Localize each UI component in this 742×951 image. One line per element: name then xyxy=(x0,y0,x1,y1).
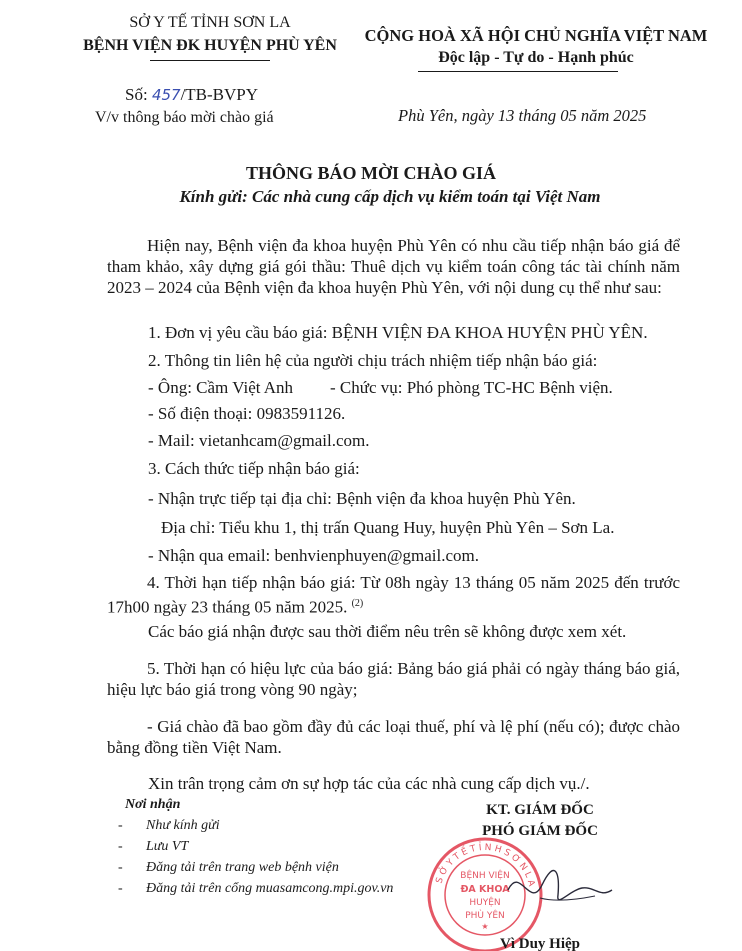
recipient-item: - Lưu VT xyxy=(118,839,189,854)
item-3: 3. Cách thức tiếp nhận báo giá: xyxy=(148,459,360,478)
email-delivery: - Nhận qua email: benhvienphuyen@gmail.com. xyxy=(148,546,480,565)
item-1: 1. Đơn vị yêu cầu báo giá: BỆNH VIỆN ĐA KHOA HUYỆN PHÙ YÊN. xyxy=(148,323,648,342)
agency-name: SỞ Y TẾ TỈNH SƠN LA xyxy=(129,14,291,31)
recipient-item: - Như kính gửi xyxy=(118,818,220,833)
signature-title-2: PHÓ GIÁM ĐỐC xyxy=(482,823,598,839)
handwritten-number: 457 xyxy=(151,86,181,104)
motto: Độc lập - Tự do - Hạnh phúc xyxy=(438,49,634,66)
contact-position: - Chức vụ: Phó phòng TC-HC Bệnh viện. xyxy=(330,378,613,397)
intro-paragraph: Hiện nay, Bệnh viện đa khoa huyện Phù Yên có nhu cầu tiếp nhận báo giá để tham khảo, xây dựng giá gói thầu: Thuê dịch vụ kiểm toán công tác tài chính năm 2023 – 2024 của Bệnh viện đa khoa huyện Phù Yên, với nội dung cụ thể như sau: xyxy=(107,236,680,297)
svg-text:HUYỆN: HUYỆN xyxy=(469,898,501,908)
svg-text:★: ★ xyxy=(481,922,489,931)
signature-title-1: KT. GIÁM ĐỐC xyxy=(486,802,594,818)
recipient-item: - Đăng tải trên trang web bệnh viện xyxy=(118,860,339,875)
recipients-heading: Nơi nhận xyxy=(125,797,181,812)
contact-phone: - Số điện thoại: 0983591126. xyxy=(148,404,346,423)
taxes-note: - Giá chào đã bao gồm đầy đủ các loại thuế, phí và lệ phí (nếu có); được chào bằng đồng tiền Việt Nam. xyxy=(107,717,680,757)
contact-mail: - Mail: vietanhcam@gmail.com. xyxy=(148,431,370,450)
delivery-address: Địa chỉ: Tiểu khu 1, thị trấn Quang Huy, huyện Phù Yên – Sơn La. xyxy=(161,518,615,537)
direct-delivery: - Nhận trực tiếp tại địa chỉ: Bệnh viện đa khoa huyện Phù Yên. xyxy=(148,489,576,508)
page-title: THÔNG BÁO MỜI CHÀO GIÁ xyxy=(245,163,496,183)
recipient-item: - Đăng tải trên cổng muasamcong.mpi.gov.vn xyxy=(118,881,394,896)
hospital-underline xyxy=(150,60,270,61)
motto-underline xyxy=(418,71,618,72)
item-4: 4. Thời hạn tiếp nhận báo giá: Từ 08h ngày 13 tháng 05 năm 2025 đến trước 17h00 ngày 23 tháng 05 năm 2025. $^{(2)}$ xyxy=(107,573,680,617)
svg-text:S Ở Y T Ế T Ỉ N H S Ơ: S Ở Y T Ế T Ỉ N H S Ơ N L A xyxy=(434,842,537,888)
contact-name: - Ông: Cầm Việt Anh xyxy=(148,378,294,397)
late-notice: Các báo giá nhận được sau thời điểm nêu trên sẽ không được xem xét. xyxy=(148,622,627,641)
signer-name: Vì Duy Hiệp xyxy=(499,936,580,951)
document-subject: V/v thông báo mời chào giá xyxy=(95,109,274,126)
nation-name: CỘNG HOÀ XÃ HỘI CHỦ NGHĨA VIỆT NAM xyxy=(364,26,708,45)
handwritten-signature xyxy=(500,860,620,920)
item-5: 5. Thời hạn có hiệu lực của báo giá: Bảng báo giá phải có ngày tháng báo giá, hiệu lực báo giá trong vòng 90 ngày; xyxy=(107,659,680,699)
svg-text:PHÙ YÊN: PHÙ YÊN xyxy=(465,911,505,921)
place-date: Phù Yên, ngày 13 tháng 05 năm 2025 xyxy=(398,106,647,125)
addressee: Kính gửi: Các nhà cung cấp dịch vụ kiểm toán tại Việt Nam xyxy=(179,187,601,206)
svg-text:ĐA KHOA: ĐA KHOA xyxy=(460,884,510,895)
thanks: Xin trân trọng cảm ơn sự hợp tác của các nhà cung cấp dịch vụ./. xyxy=(148,774,590,793)
svg-text:BỆNH VIỆN: BỆNH VIỆN xyxy=(460,871,510,881)
item-2: 2. Thông tin liên hệ của người chịu trách nhiệm tiếp nhận báo giá: xyxy=(148,351,598,370)
hospital-name: BỆNH VIỆN ĐK HUYỆN PHÙ YÊN xyxy=(83,37,337,54)
document-number: Số: 457/TB-BVPY xyxy=(125,85,259,104)
